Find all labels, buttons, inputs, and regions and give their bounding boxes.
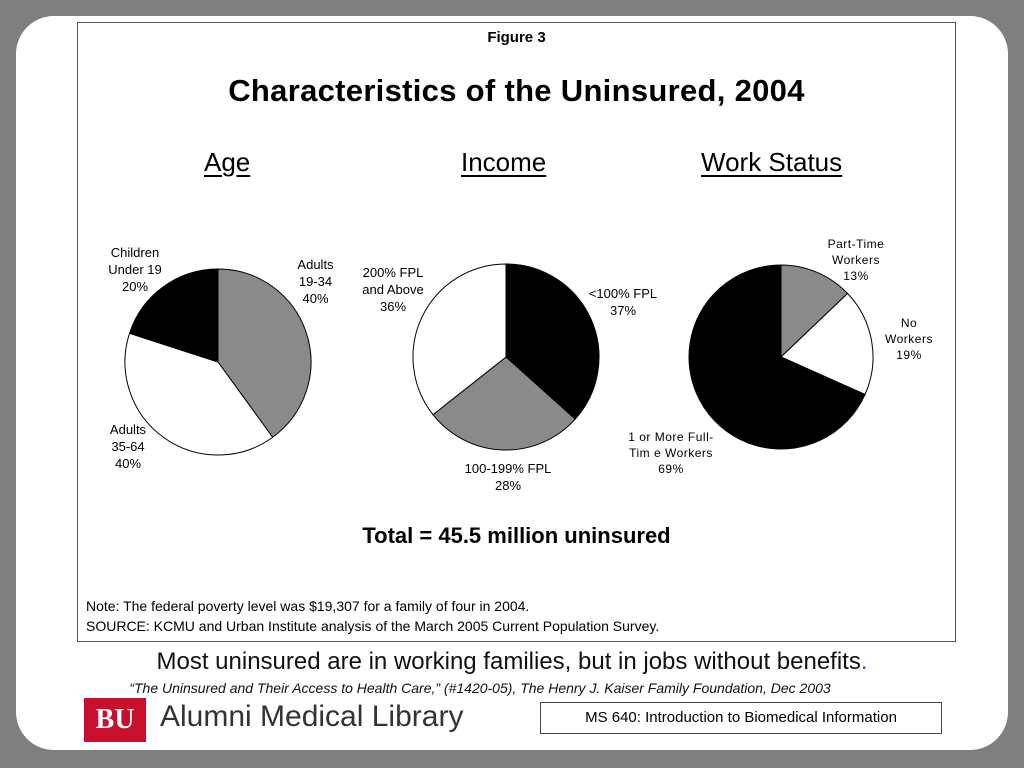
slide-caption: Most uninsured are in working families, but in jobs without benefits. [156,648,868,675]
total-uninsured: Total = 45.5 million uninsured [362,523,671,548]
income-label-200-above: 200% FPL and Above 36% [362,265,424,314]
age-label-children: Children Under 19 20% [108,245,162,294]
work-status-pie-chart [687,269,875,449]
note-text: Note: The federal poverty level was $19,307 for a family of four in 2004. [86,598,530,614]
citation: “The Uninsured and Their Access to Health Care,” (#1420-05), The Henry J. Kaiser Family Foundation, Dec 2003 [129,680,831,696]
age-subtitle: Age [204,147,251,177]
income-label-below-100: <100% FPL 37% [588,286,658,318]
work-label-full-time: 1 or More Full- Tim e Workers 69% [628,430,714,476]
figure-panel [77,22,956,642]
library-name: Alumni Medical Library [160,700,464,733]
bu-logo: BU [84,698,146,742]
work-label-part-time: Part-Time Workers 13% [827,237,885,283]
work-status-subtitle: Work Status [701,147,843,177]
course-label: MS 640: Introduction to Biomedical Information [540,702,942,734]
source-text: SOURCE: KCMU and Urban Institute analysis of the March 2005 Current Population Survey. [86,618,660,634]
age-label-adults-35-64: Adults 35-64 40% [109,422,147,471]
chart-title: Characteristics of the Uninsured, 2004 [228,73,805,108]
income-label-100-199: 100-199% FPL 28% [464,461,552,493]
work-label-no-workers: No Workers 19% [885,316,933,362]
figure-note [86,596,659,636]
figure-label: Figure 3 [487,29,546,46]
income-subtitle: Income [461,147,547,177]
age-label-adults-19-34: Adults 19-34 40% [297,257,334,306]
